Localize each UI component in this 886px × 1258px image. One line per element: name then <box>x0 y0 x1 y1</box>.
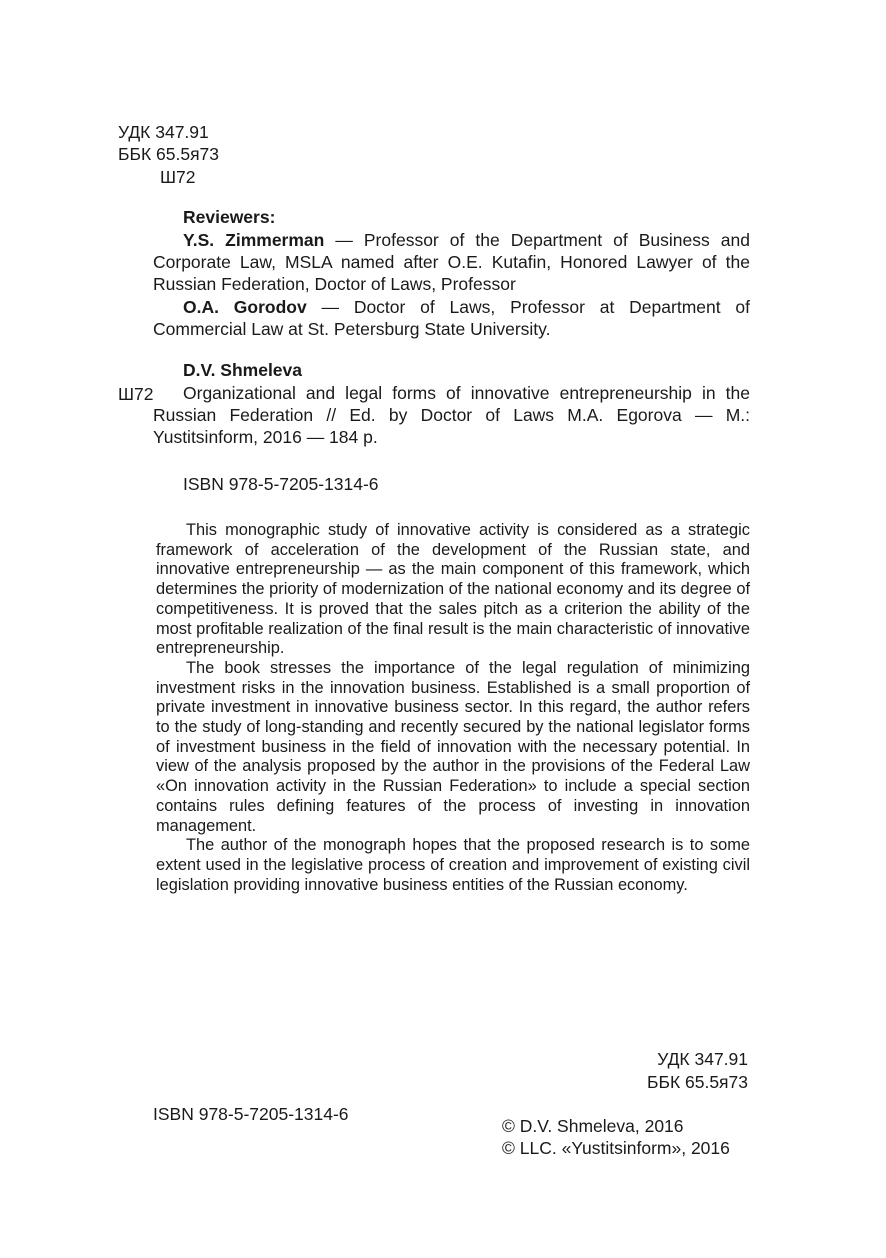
reviewer-name: Y.S. Zimmerman <box>183 230 325 250</box>
author-mark: Ш72 <box>160 167 196 187</box>
citation-author: D.V. Shmeleva <box>183 360 303 380</box>
annotation-paragraph: The book stresses the importance of the legal regulation of minimizing investment risks in the innovation business. Established is a small proportion of private investment in innovative business sector. In this regard, the author refers to the study of long-standing and recently secured by the national legislator forms of investment business in the field of innovation with the necessary potential. In view of the analysis proposed by the author in the provisions of the Federal Law «On innovation activity in the Russian Federation» to include a special section contains rules defining features of the process of investing in innovation management. <box>156 658 750 835</box>
citation-mark: Ш72 <box>118 384 154 404</box>
footer-udk: УДК 347.91 <box>657 1049 748 1069</box>
copyright-author: © D.V. Shmeleva, 2016 <box>502 1116 684 1136</box>
reviewer-name: O.A. Gorodov <box>183 297 307 317</box>
footer-bbk: ББК 65.5я73 <box>646 1072 748 1092</box>
reviewers-heading: Reviewers: <box>183 207 276 227</box>
copyright-publisher: © LLC. «Yustitsinform», 2016 <box>502 1138 730 1158</box>
annotation <box>156 521 750 895</box>
footer-isbn: ISBN 978-5-7205-1314-6 <box>153 1104 349 1124</box>
udk-code: УДК 347.91 <box>118 122 209 142</box>
reviewer-description: — Professor of the Department of Business and Corporate Law, MSLA named after O.E. Kutafin, Honored Lawyer of the Russian Federation, Doctor of Laws, Professor <box>153 230 750 294</box>
reviewer-description: — Doctor of Laws, Professor at Department of Commercial Law at St. Petersburg State University. <box>153 297 751 339</box>
reviewer-entry <box>153 229 750 295</box>
citation-text: Organizational and legal forms of innovative entrepreneurship in the Russian Federation // Ed. by Doctor of Laws M.A. Egorova — M.: Yustitsinform, 2016 — 184 p. <box>153 383 750 447</box>
citation-isbn: ISBN 978-5-7205-1314-6 <box>183 474 379 494</box>
reviewer-entry <box>153 296 750 340</box>
bbk-code: ББК 65.5я73 <box>118 144 220 164</box>
annotation-paragraph: This monographic study of innovative activity is considered as a strategic framework of acceleration of the development of the Russian state, and innovative entrepreneurship — as the main component of this framework, which determines the priority of modernization of the national economy and its degree of competitiveness. It is proved that the sales pitch as a criterion the ability of the most profitable realization of the final result is the main characteristic of innovative entrepreneurship. <box>156 521 750 658</box>
annotation-paragraph: The author of the monograph hopes that the proposed research is to some extent used in the legislative process of creation and improvement of existing civil legislation providing innovative business entities of the Russian economy. <box>156 836 750 894</box>
